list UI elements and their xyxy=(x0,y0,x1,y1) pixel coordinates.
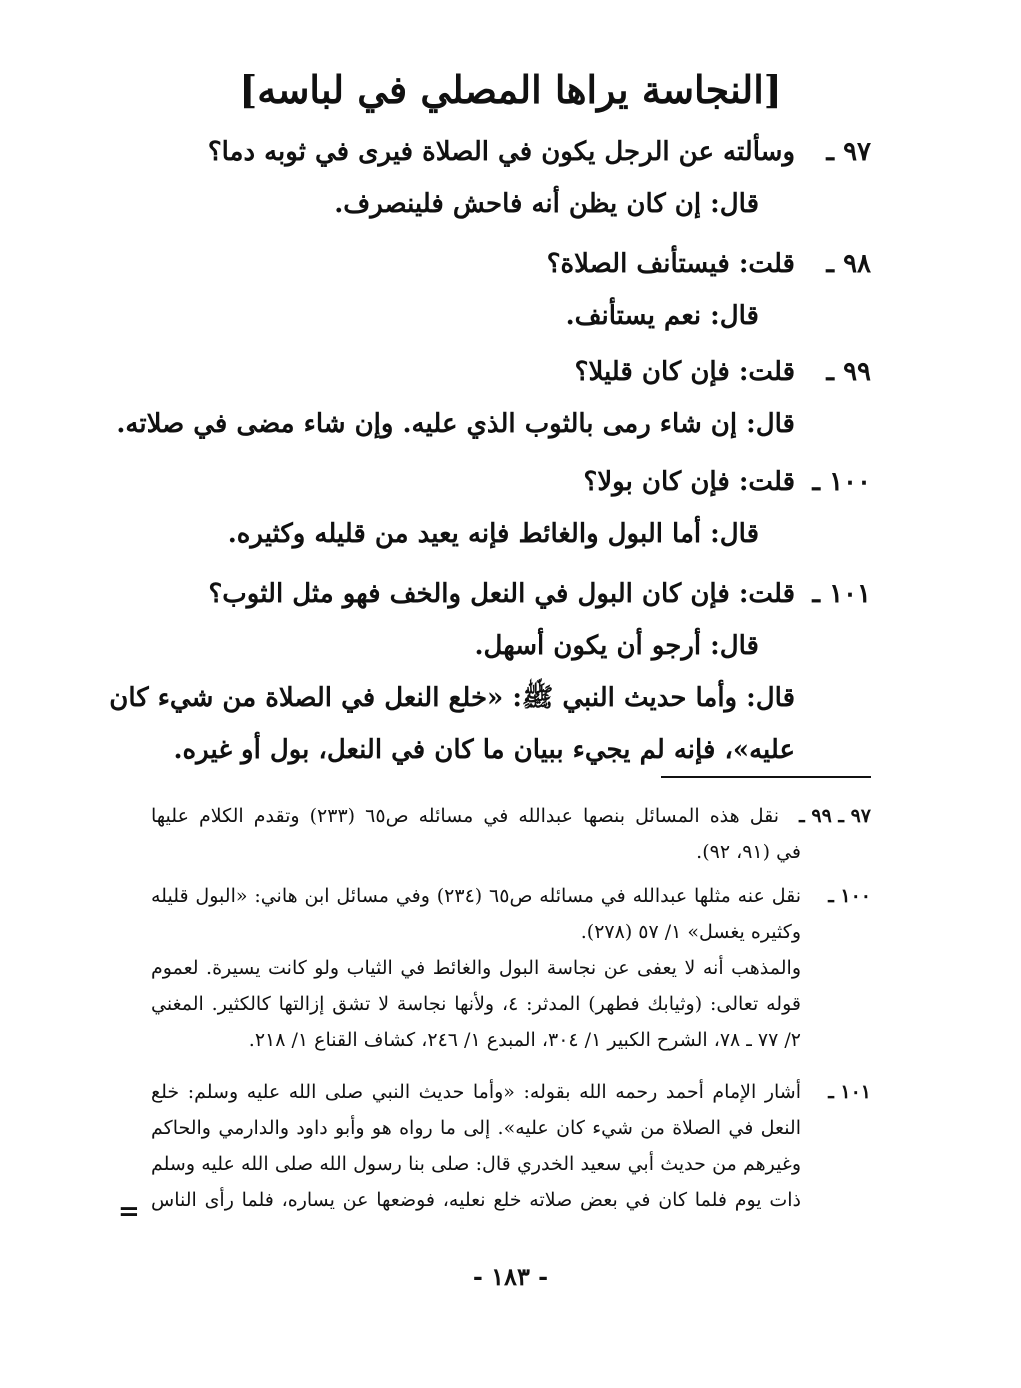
footnote-number: ٩٧ ـ ٩٩ ـ xyxy=(799,805,871,827)
footnote-text: ذات يوم فلما كان في بعض صلاته خلع نعليه، فوضعها عن يساره، فلما رأى الناس xyxy=(151,1189,801,1211)
question-text: قلت: فإن كان قليلا؟ xyxy=(574,357,795,387)
entry-99 xyxy=(116,346,871,450)
continuation-mark: = xyxy=(118,1197,140,1227)
question-text: قلت: فيستأنف الصلاة؟ xyxy=(546,249,795,279)
footnote-number: ١٠١ ـ xyxy=(828,1081,871,1103)
entry-98 xyxy=(151,238,871,342)
footnote-number: ١٠٠ ـ xyxy=(828,885,871,907)
footnote-text: قوله تعالى: (وثيابك فطهر) المدثر: ٤، ولأنها نجاسة لا تشق إزالتها كالكثير. المغني xyxy=(151,993,801,1015)
answer-text: قال: إن شاء رمى بالثوب الذي عليه. وإن شاء مضى في صلاته. xyxy=(116,409,795,439)
footnote-100 xyxy=(151,878,871,1058)
footnote-text: أشار الإمام أحمد رحمه الله بقوله: «وأما حديث النبي صلى الله عليه وسلم: خلع xyxy=(151,1081,801,1103)
answer-text: قال: وأما حديث النبي ﷺ: «خلع النعل في الصلاة من شيء كان xyxy=(109,683,795,713)
answer-text: عليه»، فإنه لم يجيء ببيان ما كان في النعل، بول أو غيره. xyxy=(173,735,795,765)
footnote-text: في (٩١، ٩٢). xyxy=(696,841,801,863)
entry-number: ٩٨ ـ xyxy=(826,249,871,279)
footnote-text: النعل في الصلاة من شيء كان عليه». إلى ما رواه هو وأبو داود والدارمي والحاكم xyxy=(151,1117,801,1139)
footnote-text: نقل هذه المسائل بنصها عبدالله في مسائله ص٦٥ (٢٣٣) وتقدم الكلام عليها xyxy=(151,805,780,827)
entry-101 xyxy=(109,568,871,776)
section-title: [النجاسة يراها المصلي في لباسه] xyxy=(239,67,782,112)
footnote-text: وغيرهم من حديث أبي سعيد الخدري قال: صلى بنا رسول الله صلى الله عليه وسلم xyxy=(151,1153,801,1175)
answer-text: قال: نعم يستأنف. xyxy=(565,301,759,331)
entry-100 xyxy=(151,456,871,560)
page-number: - ١٨٣ - xyxy=(472,1262,549,1291)
footnote-text: نقل عنه مثلها عبدالله في مسائله ص٦٥ (٢٣٤) وفي مسائل ابن هاني: «البول قليله xyxy=(151,885,801,907)
footnote-text: وكثيره يغسل» ١/ ٥٧ (٢٧٨). xyxy=(580,921,801,943)
footnote-text: ٢/ ٧٧ ـ ٧٨، الشرح الكبير ١/ ٣٠٤، المبدع ١/ ٢٤٦، كشاف القناع ١/ ٢١٨. xyxy=(248,1029,801,1051)
footnote-text: والمذهب أنه لا يعفى عن نجاسة البول والغائط في الثياب ولو كانت يسيرة. لعموم xyxy=(151,957,801,979)
question-text: قلت: فإن كان البول في النعل والخف فهو مثل الثوب؟ xyxy=(208,579,795,609)
entry-97 xyxy=(151,126,871,230)
answer-text: قال: أرجو أن يكون أسهل. xyxy=(474,631,759,661)
answer-text: قال: أما البول والغائط فإنه يعيد من قليله وكثيره. xyxy=(227,519,759,549)
footnote-separator xyxy=(661,776,871,778)
entry-number: ٩٧ ـ xyxy=(826,137,871,167)
entry-number: ١٠١ ـ xyxy=(812,579,871,609)
entry-number: ٩٩ ـ xyxy=(826,357,871,387)
footnote-97-99 xyxy=(151,798,871,870)
footnote-101 xyxy=(151,1074,871,1218)
question-text: قلت: فإن كان بولا؟ xyxy=(583,467,795,497)
entry-number: ١٠٠ ـ xyxy=(812,467,871,497)
answer-text: قال: إن كان يظن أنه فاحش فلينصرف. xyxy=(334,189,759,219)
question-text: وسألته عن الرجل يكون في الصلاة فيرى في ثوبه دما؟ xyxy=(207,137,795,167)
